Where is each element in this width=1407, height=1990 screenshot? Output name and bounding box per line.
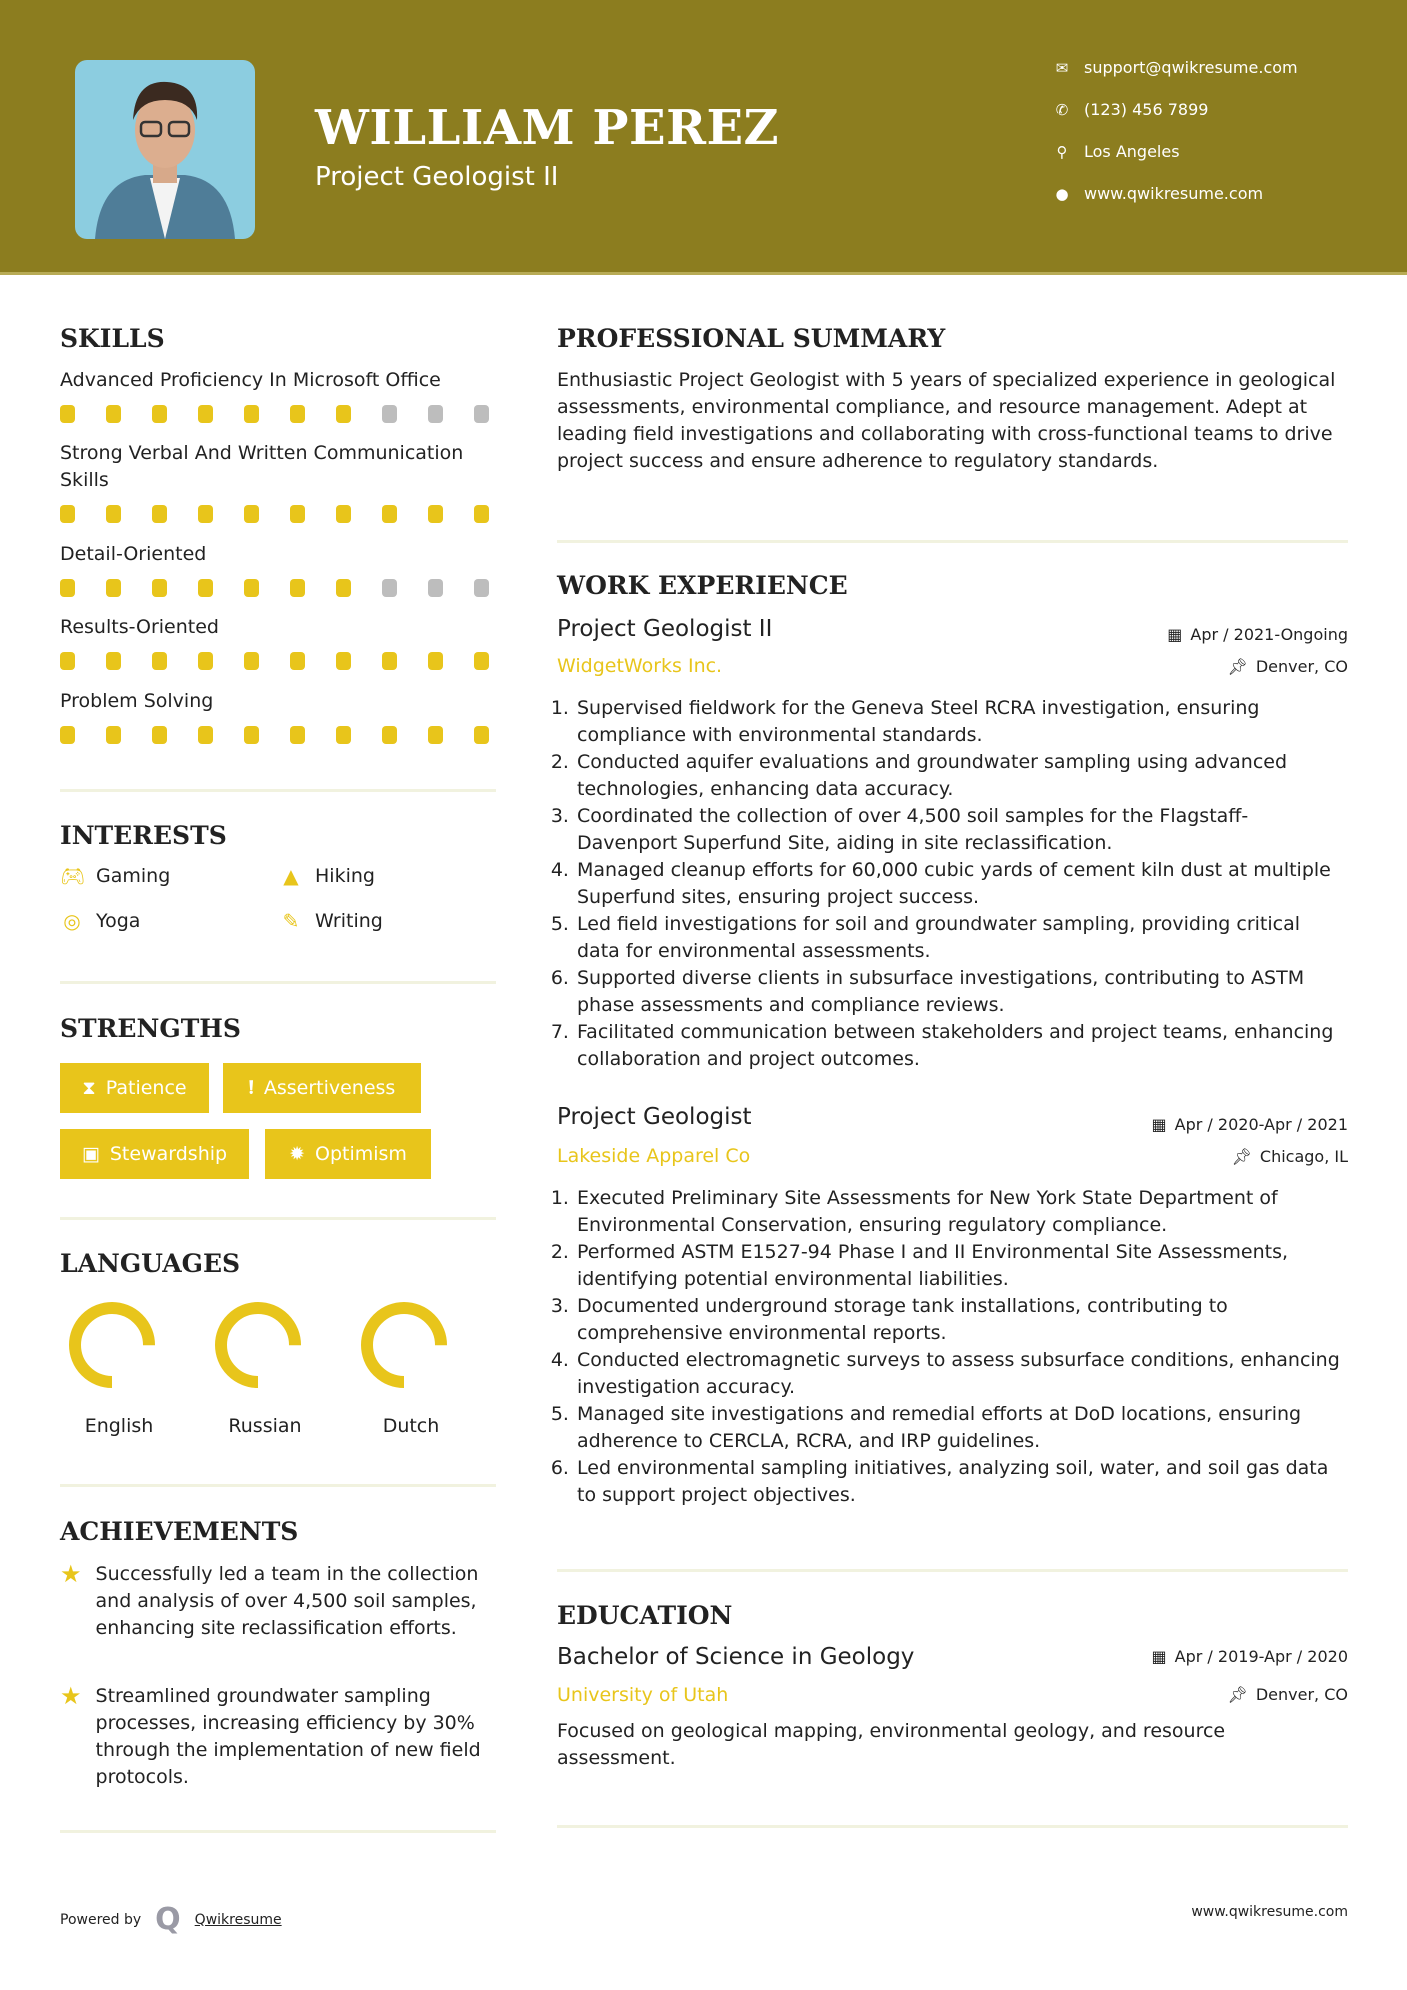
job-title: Project Geologist bbox=[557, 1104, 752, 1130]
job-bullet: 2. Conducted aquifer evaluations and groundwater sampling using advanced technologies, enhancing data accuracy. bbox=[575, 749, 1348, 803]
job-bullet: 3. Coordinated the collection of over 4,500 soil samples for the Flagstaff-Davenport Superfund Site, aiding in site reclassification. bbox=[575, 803, 1348, 857]
rating-dot-filled bbox=[244, 505, 259, 523]
education-heading: EDUCATION bbox=[557, 1601, 733, 1630]
rating-dot-filled bbox=[290, 405, 305, 423]
interest-label: Writing bbox=[315, 910, 383, 932]
rating-dot-filled bbox=[336, 726, 351, 744]
footer-powered bbox=[60, 1902, 282, 1937]
rating-dot-empty bbox=[382, 405, 397, 423]
divider bbox=[60, 1484, 496, 1487]
interests-heading: INTERESTS bbox=[60, 821, 227, 850]
job-bullet: 5. Led field investigations for soil and groundwater sampling, providing critical data for environmental assessments. bbox=[575, 911, 1348, 965]
rating-dot-filled bbox=[152, 579, 167, 597]
rating-dot-filled bbox=[152, 405, 167, 423]
rating-dot-filled bbox=[474, 726, 489, 744]
contact-email[interactable] bbox=[1052, 58, 1298, 77]
strength-badge bbox=[60, 1063, 209, 1113]
pin-icon: 📌︎ bbox=[1227, 657, 1248, 676]
job-date bbox=[1167, 625, 1348, 644]
rating-dot-filled bbox=[60, 726, 75, 744]
profile-photo bbox=[75, 60, 255, 239]
rating-dot-filled bbox=[290, 652, 305, 670]
education-location bbox=[1228, 1685, 1348, 1704]
candidate-name: WILLIAM PEREZ bbox=[315, 100, 780, 156]
skill-rating bbox=[60, 652, 489, 670]
rating-dot-filled bbox=[336, 505, 351, 523]
strength-badge bbox=[265, 1129, 431, 1179]
date-text: Apr / 2019-Apr / 2020 bbox=[1174, 1647, 1348, 1666]
job-bullet: 1. Supervised fieldwork for the Geneva Steel RCRA investigation, ensuring compliance with environmental standards. bbox=[575, 695, 1348, 749]
rating-dot-filled bbox=[428, 505, 443, 523]
skills-heading: SKILLS bbox=[60, 324, 165, 353]
phone-icon: ✆ bbox=[1055, 100, 1069, 119]
website-text: www.qwikresume.com bbox=[1084, 184, 1264, 203]
pin-icon: 📌︎ bbox=[1227, 1685, 1248, 1704]
achievement-item bbox=[60, 1683, 500, 1791]
rating-dot-empty bbox=[474, 405, 489, 423]
briefcase-icon: ▣ bbox=[81, 1143, 100, 1165]
interest-label: Yoga bbox=[96, 910, 141, 932]
map-pin-icon: ⚲ bbox=[1056, 142, 1068, 161]
job-bullet: 7. Facilitated communication between stakeholders and project teams, enhancing collaboration and project outcomes. bbox=[575, 1019, 1348, 1073]
education-text: Focused on geological mapping, environmental geology, and resource assessment. bbox=[557, 1720, 1226, 1769]
rating-dot-filled bbox=[244, 579, 259, 597]
job-bullet: 1. Executed Preliminary Site Assessments for New York State Department of Environmental Conservation, ensuring regulatory compliance. bbox=[575, 1185, 1348, 1239]
interest-item bbox=[279, 909, 383, 933]
exclamation-icon: ❗︎ bbox=[248, 1077, 254, 1099]
location-text: Los Angeles bbox=[1084, 142, 1180, 161]
strength-badge bbox=[60, 1129, 249, 1179]
divider bbox=[557, 1569, 1348, 1572]
divider bbox=[557, 1825, 1348, 1828]
sun-icon: ✹ bbox=[289, 1143, 305, 1165]
work-experience-heading: WORK EXPERIENCE bbox=[557, 571, 848, 600]
rating-dot-filled bbox=[336, 579, 351, 597]
rating-dot-filled bbox=[336, 652, 351, 670]
date-text: Apr / 2021-Ongoing bbox=[1190, 625, 1348, 644]
location-text: Denver, CO bbox=[1255, 657, 1348, 676]
job-bullet: 6. Led environmental sampling initiatives, analyzing soil, water, and soil gas data to support project objectives. bbox=[575, 1455, 1348, 1509]
powered-by-text: Powered by bbox=[60, 1911, 142, 1928]
lifebuoy-icon: ◎ bbox=[63, 909, 81, 933]
star-icon: ★ bbox=[60, 1560, 82, 1588]
rating-dot-filled bbox=[198, 579, 213, 597]
divider bbox=[60, 789, 496, 792]
skill-rating bbox=[60, 579, 489, 597]
company-name: Lakeside Apparel Co bbox=[557, 1145, 751, 1167]
skill-label: Strong Verbal And Written Communication Skills bbox=[60, 442, 464, 491]
job-bullet: 5. Managed site investigations and remedial efforts at DoD locations, ensuring adherence to CERCLA, RCRA, and IRP guidelines. bbox=[575, 1401, 1348, 1455]
strength-label: Patience bbox=[105, 1077, 187, 1099]
rating-dot-filled bbox=[382, 726, 397, 744]
divider bbox=[557, 540, 1348, 543]
achievement-text: Successfully led a team in the collection and analysis of over 4,500 soil samples, enhancing site reclassification efforts. bbox=[95, 1563, 479, 1639]
rating-dot-filled bbox=[382, 505, 397, 523]
location-text: Denver, CO bbox=[1255, 1685, 1348, 1704]
language-rings bbox=[60, 1295, 500, 1405]
language-label: Russian bbox=[228, 1415, 302, 1437]
tree-icon: ▲ bbox=[283, 864, 299, 888]
rating-dot-filled bbox=[106, 726, 121, 744]
job-bullet: 4. Conducted electromagnetic surveys to assess subsurface conditions, enhancing investigation accuracy. bbox=[575, 1347, 1348, 1401]
rating-dot-filled bbox=[106, 652, 121, 670]
skill-label: Problem Solving bbox=[60, 690, 214, 712]
contact-website[interactable] bbox=[1052, 184, 1263, 203]
location-text: Chicago, IL bbox=[1259, 1147, 1348, 1166]
rating-dot-filled bbox=[198, 505, 213, 523]
interest-label: Hiking bbox=[315, 865, 375, 887]
strength-label: Assertiveness bbox=[263, 1077, 396, 1099]
rating-dot-filled bbox=[244, 405, 259, 423]
achievements-heading: ACHIEVEMENTS bbox=[60, 1517, 299, 1546]
school-name: University of Utah bbox=[557, 1684, 729, 1706]
rating-dot-empty bbox=[428, 579, 443, 597]
rating-dot-filled bbox=[60, 652, 75, 670]
job-location bbox=[1228, 657, 1348, 676]
interest-item bbox=[60, 864, 170, 888]
strength-badge bbox=[223, 1063, 421, 1113]
phone-text: (123) 456 7899 bbox=[1084, 100, 1209, 119]
rating-dot-filled bbox=[106, 405, 121, 423]
rating-dot-filled bbox=[198, 652, 213, 670]
job-bullets bbox=[557, 695, 1348, 1073]
skill-rating bbox=[60, 726, 489, 744]
job-bullet: 2. Performed ASTM E1527-94 Phase I and II Environmental Site Assessments, identifying potential environmental liabilities. bbox=[575, 1239, 1348, 1293]
rating-dot-filled bbox=[106, 505, 121, 523]
rating-dot-filled bbox=[382, 652, 397, 670]
rating-dot-empty bbox=[428, 405, 443, 423]
rating-dot-filled bbox=[428, 652, 443, 670]
contact-location bbox=[1052, 142, 1180, 161]
header bbox=[0, 0, 1407, 275]
rating-dot-filled bbox=[290, 726, 305, 744]
rating-dot-empty bbox=[474, 579, 489, 597]
pin-icon: 📌︎ bbox=[1231, 1147, 1252, 1166]
date-text: Apr / 2020-Apr / 2021 bbox=[1174, 1115, 1348, 1134]
interest-item bbox=[279, 864, 375, 888]
company-name: WidgetWorks Inc. bbox=[557, 655, 723, 677]
email-text: support@qwikresume.com bbox=[1084, 58, 1298, 77]
skill-label: Results-Oriented bbox=[60, 616, 219, 638]
language-label: Dutch bbox=[382, 1415, 440, 1437]
language-ring-russian bbox=[221, 1308, 295, 1382]
language-ring-dutch bbox=[367, 1308, 441, 1382]
achievement-text: Streamlined groundwater sampling processes, increasing efficiency by 30% through the implementation of new field protocols. bbox=[95, 1685, 481, 1788]
calendar-icon: ▦ bbox=[1167, 625, 1183, 644]
rating-dot-filled bbox=[336, 405, 351, 423]
rating-dot-filled bbox=[106, 579, 121, 597]
degree-title: Bachelor of Science in Geology bbox=[557, 1644, 915, 1670]
summary-text: Enthusiastic Project Geologist with 5 years of specialized experience in geological assessments, environmental compliance, and resource management. Adept at leading field investigations and collaborating with cross-functional teams to drive project success and ensure adherence to regulatory standards. bbox=[557, 369, 1336, 472]
rating-dot-filled bbox=[428, 726, 443, 744]
calendar-icon: ▦ bbox=[1151, 1115, 1167, 1134]
calendar-icon: ▦ bbox=[1151, 1647, 1167, 1666]
footer-website[interactable]: www.qwikresume.com bbox=[1191, 1904, 1348, 1920]
strengths-heading: STRENGTHS bbox=[60, 1014, 241, 1043]
job-bullet: 6. Supported diverse clients in subsurface investigations, contributing to ASTM phase assessments and compliance reviews. bbox=[575, 965, 1348, 1019]
contact-phone[interactable] bbox=[1052, 100, 1208, 119]
globe-icon: ● bbox=[1055, 184, 1069, 203]
strength-label: Optimism bbox=[314, 1143, 407, 1165]
rating-dot-filled bbox=[244, 652, 259, 670]
language-label: English bbox=[84, 1415, 154, 1437]
rating-dot-filled bbox=[198, 405, 213, 423]
job-location bbox=[1232, 1147, 1348, 1166]
rating-dot-filled bbox=[152, 505, 167, 523]
star-icon: ★ bbox=[60, 1682, 82, 1710]
job-bullets bbox=[557, 1185, 1348, 1509]
rating-dot-filled bbox=[290, 505, 305, 523]
rating-dot-filled bbox=[152, 726, 167, 744]
job-date bbox=[1152, 1115, 1348, 1134]
rating-dot-filled bbox=[60, 405, 75, 423]
qwikresume-link[interactable]: Qwikresume bbox=[194, 1911, 282, 1928]
rating-dot-filled bbox=[152, 652, 167, 670]
rating-dot-filled bbox=[198, 726, 213, 744]
strength-label: Stewardship bbox=[109, 1143, 228, 1165]
skill-label: Advanced Proficiency In Microsoft Office bbox=[60, 369, 441, 391]
divider bbox=[60, 981, 496, 984]
education-date bbox=[1152, 1647, 1348, 1666]
divider bbox=[60, 1830, 496, 1833]
skill-rating bbox=[60, 405, 489, 423]
rating-dot-filled bbox=[290, 579, 305, 597]
hourglass-icon: ⧗ bbox=[82, 1077, 96, 1099]
rating-dot-filled bbox=[60, 579, 75, 597]
job-bullet: 4. Managed cleanup efforts for 60,000 cubic yards of cement kiln dust at multiple Superfund sites, ensuring project success. bbox=[575, 857, 1348, 911]
skill-label: Detail-Oriented bbox=[60, 543, 207, 565]
skill-rating bbox=[60, 505, 489, 523]
gamepad-icon: 🎮︎ bbox=[60, 864, 86, 888]
divider bbox=[60, 1217, 496, 1220]
rating-dot-filled bbox=[244, 726, 259, 744]
job-bullet: 3. Documented underground storage tank installations, contributing to comprehensive environmental reports. bbox=[575, 1293, 1348, 1347]
envelope-icon: ✉ bbox=[1055, 58, 1069, 77]
interest-label: Gaming bbox=[96, 865, 171, 887]
achievement-item bbox=[60, 1561, 500, 1642]
rating-dot-filled bbox=[474, 505, 489, 523]
qwikresume-logo-icon: Q bbox=[155, 1902, 181, 1937]
summary-heading: PROFESSIONAL SUMMARY bbox=[557, 324, 946, 353]
pencil-icon: ✎ bbox=[282, 909, 300, 933]
interest-item bbox=[60, 909, 140, 933]
rating-dot-empty bbox=[382, 579, 397, 597]
job-title: Project Geologist II bbox=[557, 616, 773, 642]
rating-dot-filled bbox=[60, 505, 75, 523]
rating-dot-filled bbox=[474, 652, 489, 670]
languages-heading: LANGUAGES bbox=[60, 1249, 241, 1278]
candidate-title: Project Geologist II bbox=[315, 162, 559, 192]
language-ring-english bbox=[75, 1308, 149, 1382]
